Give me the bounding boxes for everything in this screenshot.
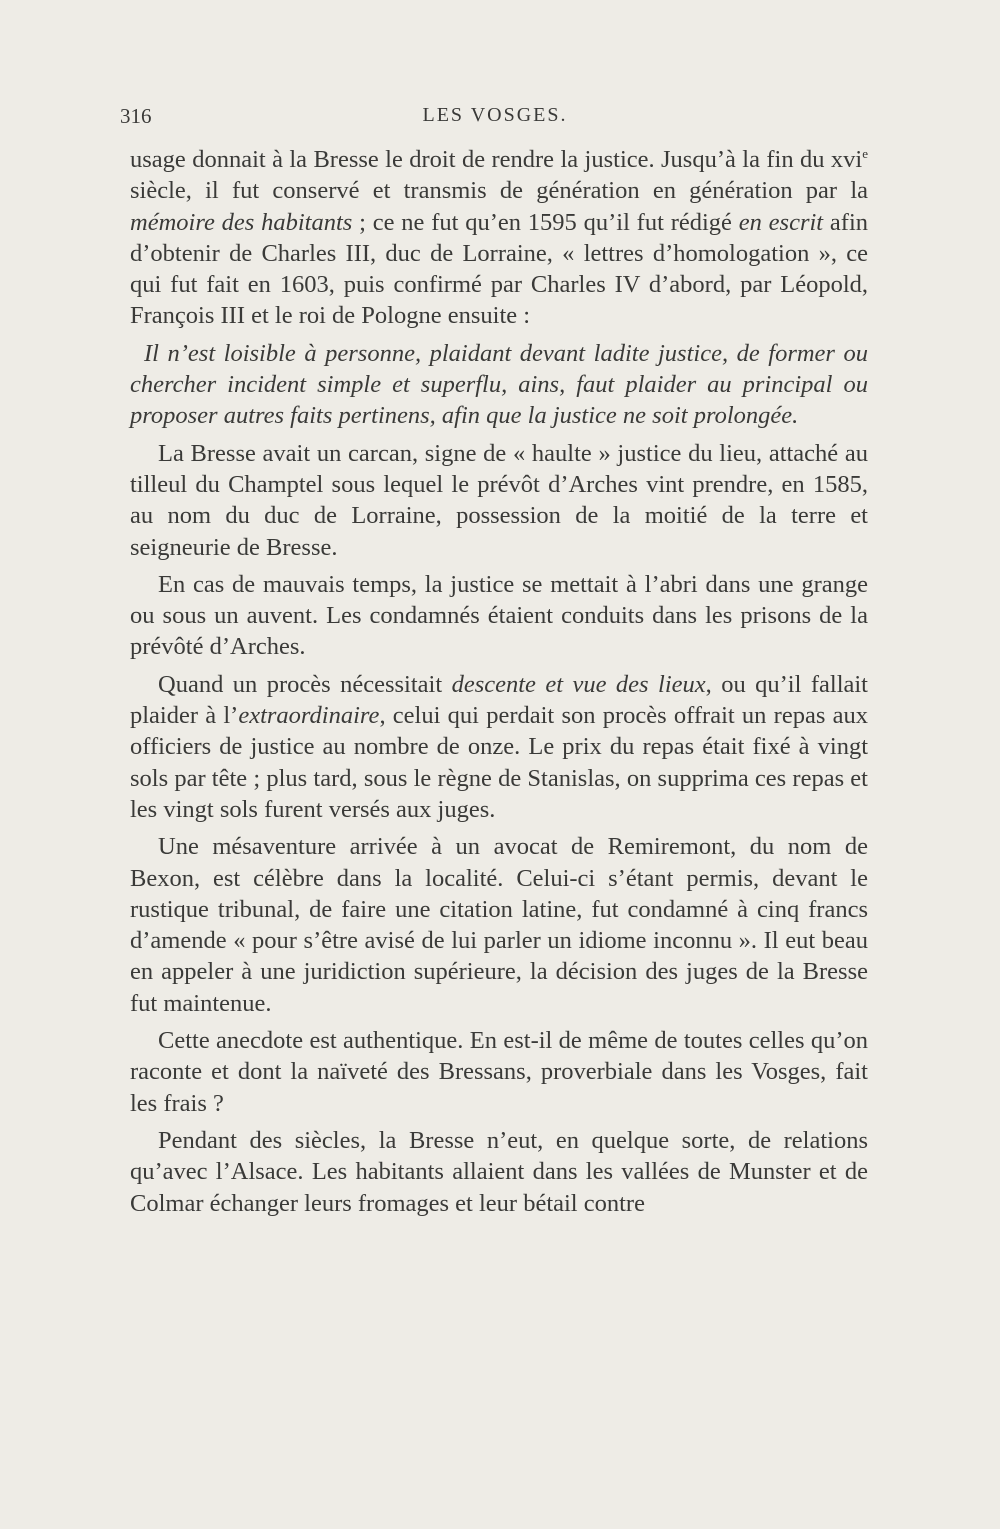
text-run: Cette anecdote est authentique. En est-il de même de toutes celles qu’on raconte et dont la naïveté des Bressans, proverbiale dans les Vosges, fait les frais ? <box>130 1027 868 1117</box>
italic-text: en escrit <box>738 208 824 236</box>
body-text <box>130 144 868 1225</box>
page-number: 316 <box>120 104 152 128</box>
text-run: , celui qui perdait son procès offrait un repas aux officiers de justice au nombre de onze. Le prix du repas était fixé à vingt sols par tête ; plus tard, sous le règne de Stanislas, on supprima ces repas et les vingt sols furent versés aux juges. <box>130 702 868 823</box>
text-run: La Bresse avait un carcan, signe de « haulte » justice du lieu, attaché au tilleul du Champtel sous lequel le prévôt d’Arches vint prendre, en 1585, au nom du duc de Lorraine, possession de la moitié de la terre et seigneurie de Bresse. <box>130 439 868 561</box>
text-run: Il n’est loisible à personne, plaidant devant ladite justice, de former ou chercher incident simple et superflu, ains, faut plaider au principal ou proposer autres faits pertinens, afin que la justice ne soit prolongée. <box>130 339 868 430</box>
paragraph <box>130 831 868 1019</box>
paragraph <box>130 1025 868 1119</box>
text-run: usage donnait à la Bresse le droit de rendre la justice. Jusqu’à la fin du <box>130 146 831 173</box>
text-run: Une mésaventure arrivée à un avocat de Remiremont, du nom de Bexon, est célèbre dans la localité. Celui-ci s’étant permis, devant le rustique tribunal, de faire une citation latine, fut condamné à cinq francs d’amende « pour s’être avisé de lui parler un idiome inconnu ». Il eut beau en appeler à une juridiction supérieure, la décision des juges de la Bresse fut maintenue. <box>130 833 868 1017</box>
text-run: siècle, il fut conservé et transmis de génération en génération par la <box>130 177 868 205</box>
paragraph <box>130 144 868 332</box>
text-run: ; ce ne fut qu’en 1595 qu’il fut rédigé <box>352 208 739 236</box>
roman-numeral: xvi <box>830 146 863 173</box>
paragraph <box>130 438 868 563</box>
paragraph <box>130 569 868 663</box>
italic-text: descente et vue des lieux <box>451 670 706 698</box>
page-header <box>120 104 870 136</box>
text-run: Pendant des siècles, la Bresse n’eut, en quelque sorte, de relations qu’avec l’Alsace. Les habitants allaient dans les vallées de Munster et de Colmar échanger leurs fromages et leur bétail contre <box>130 1126 868 1217</box>
text-run: afin d’obtenir de Charles III, duc de Lorraine, « lettres d’homologation », ce qui fut fait en 1603, puis confirmé par Charles IV d’abord, par Léopold, François III et le roi de Pologne ensuite : <box>130 208 869 330</box>
italic-text: extraordinaire <box>238 702 380 730</box>
paragraph <box>130 669 868 825</box>
superscript: e <box>862 145 868 161</box>
text-run: , ou qu’il fallait plaider à l’ <box>130 670 868 730</box>
text-run: En cas de mauvais temps, la justice se mettait à l’abri dans une grange ou sous un auvent. Les condamnés étaient conduits dans les prisons de la prévôté d’Arches. <box>130 570 868 661</box>
text-run: Quand un procès nécessitait <box>158 670 452 698</box>
quoted-passage <box>130 338 868 432</box>
italic-text: mémoire des habitants <box>130 208 353 236</box>
paragraph <box>130 1125 868 1219</box>
running-title: LES VOSGES. <box>422 104 568 126</box>
